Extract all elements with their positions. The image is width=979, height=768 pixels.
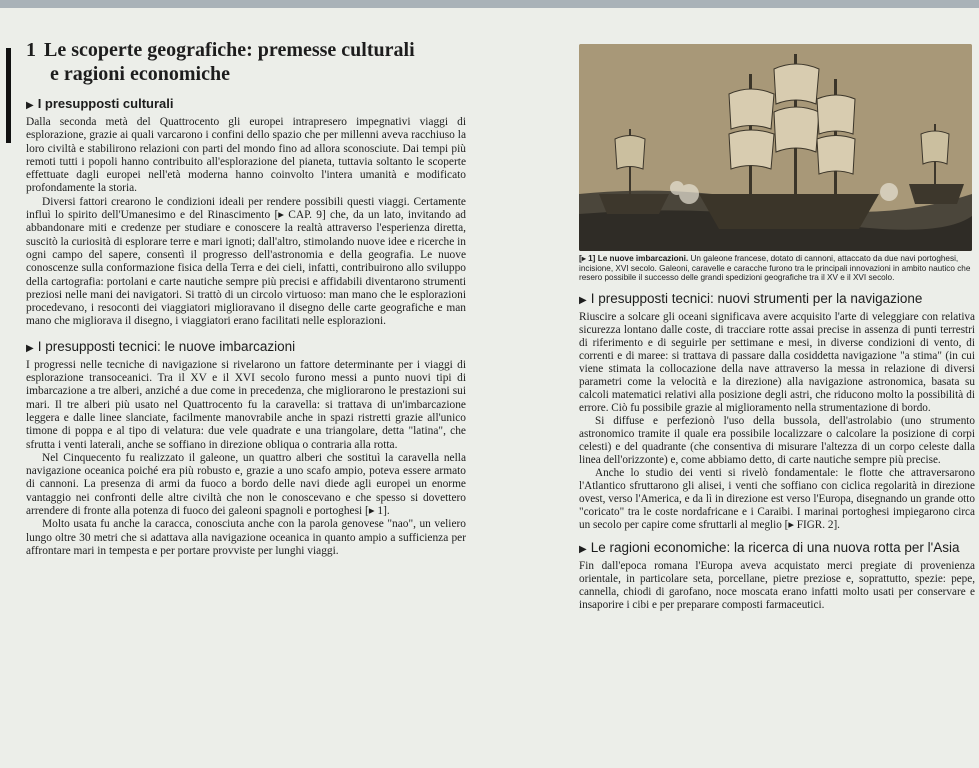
section-heading-economic [579, 540, 975, 558]
triangle-bullet-icon: ▶ [579, 544, 587, 556]
paragraph: Molto usata fu anche la caracca, conosciuta anche con la parola genovese "nao", un veliero lungo oltre 30 metri che si adattava alla navigazione oceanica in quanto ampio a sufficienza per affrontare mari in tempesta e per portare provviste per lunghi viaggi. [26, 518, 466, 557]
chapter-marker-bar [6, 48, 11, 143]
section-heading-text: Le ragioni economiche: la ricerca di una nuova rotta per l'Asia [590, 540, 960, 556]
galleon-engraving-image [579, 44, 972, 251]
chapter-number: 1 [26, 39, 36, 61]
paragraph: Si diffuse e perfezionò l'uso della bussola, dell'astrolabio (uno strumento astronomico tramite il quale era possibile localizzare o calcolare la posizione di corpi celesti) e del quadrante (che consentiva di misurare l'altezza di un corpo celeste dalla linea dell'orizzonte) e, come abbiamo detto, di carte nautiche sempre più precise. [579, 414, 975, 467]
paragraph: Riuscire a solcare gli oceani significava avere acquisito l'arte di veleggiare con relativa sicurezza lontano dalle coste, di tracciare rotte assai precise in assenza di punti terrestri di riferimento e di seguirle per settimane e mesi, in diverse condizioni di vento, di correnti e di maree: si trattava di passare dalla cosiddetta navigazione "a stima" (in cui viene stimata la collocazione della nave attraverso la messa in relazione di diversi parametri come la velocità e la direzione) alla navigazione astronomica, basata su calcoli matematici relativi alla posizione degli astri, che riducono molto la possibilità di errore. Ciò fu possibile grazie al miglioramento nella strumentazione di bordo. [579, 310, 975, 414]
figure-caption [579, 254, 975, 283]
section-heading-text: I presupposti tecnici: nuovi strumenti per la navigazione [590, 290, 923, 306]
paragraph: Anche lo studio dei venti si rivelò fondamentale: le flotte che attraversarono l'Atlantico sfruttarono gli alisei, i venti che soffiano con ciclica regolarità in direzione ovest, verso l'America, e da lì in direzione est verso l'Europa, disegnando un grande otto "coricato" tra le coste nordafricane e i Caraibi. I marinai portoghesi impiegarono circa un secolo per capire come sfruttarli al meglio [▸ FIGR. 2]. [579, 467, 975, 532]
chapter-title [26, 38, 466, 86]
paragraph: I progressi nelle tecniche di navigazione si rivelarono un fattore determinante per i viaggi di esplorazione transoceanici. Tra il XV e il XVI secolo furono messi a punto nuovi tipi di imbarcazione a tre alberi, anziché a due come in precedenza, che migliorarono le prestazioni sui mari. Il tre alberi più usato nel Quattrocento fu la caravella: si trattava di un'imbarcazione leggera e dalle linee slanciate, facilmente manovrabile anche in spazi ristretti grazie all'unico timone di poppa e al tipo di velatura: due vele quadrate e una triangolare, detta "latina", che sfrutta i venti laterali, anche se soffiano in direzione obliqua o contraria alla rotta. [26, 358, 466, 451]
caption-label: [▸ 1] [579, 254, 596, 263]
paragraph: Diversi fattori crearono le condizioni ideali per rendere possibili questi viaggi. Certamente influì lo spirito dell'Umanesimo e del Rinascimento [▸ CAP. 9] che, da un lato, invitando ad abbandonare miti e credenze per studiare e conoscere la realtà attraverso l'esperienza diretta, suscitò la curiosità di esplorare terre e mari ignoti; dall'altro, stimolando nuove idee e ricerche in ogni campo del sapere, consentì il progresso dell'astronomia e della geografia. Le nuove conoscenze sulla conformazione fisica della Terra e dei cieli, infatti, contribuirono allo sviluppo della cartografia: portolani e carte nautiche sempre più precisi e affidabili diventarono strumenti preziosi nelle mani dei navigatori. Si trattò di un circolo virtuoso: man mano che le esplorazioni procedevano, i resoconti dei viaggiatori miglioravano il disegno delle carte geografiche e man mano che migliorava il disegno, i viaggiatori erano facilitati nelle esplorazioni. [26, 195, 466, 328]
triangle-bullet-icon: ▶ [26, 342, 34, 354]
caption-text: Un galeone francese, dotato di cannoni, attaccato da due navi portoghesi, incisione, XVI secolo. Galeoni, caravelle e caracche furono tra le principali innovazioni in ambito nautico che resero possibile il successo delle grandi spedizioni geografiche tra il XV e il XVI secolo. [579, 254, 971, 282]
section-heading-text: I presupposti tecnici: le nuove imbarcazioni [37, 338, 296, 354]
triangle-bullet-icon: ▶ [26, 100, 34, 111]
caption-title: Le nuove imbarcazioni. [597, 254, 689, 263]
chapter-title-line2: e ragioni economiche [50, 63, 230, 85]
left-column [26, 38, 466, 558]
chapter-title-line1: Le scoperte geografiche: premesse culturali [44, 39, 415, 61]
section-heading-instruments [579, 291, 975, 309]
paragraph: Fin dall'epoca romana l'Europa aveva acquistato merci pregiate di provenienza orientale, in particolare seta, porcellane, pietre preziose e, soprattutto, spezie: pepe, cannella, chiodi di garofano, noce moscata erano infatti molto usati per conservare e insaporire i cibi e per preparare composti farmaceutici. [579, 560, 975, 612]
right-column [579, 44, 975, 612]
paragraph: Nel Cinquecento fu realizzato il galeone, un quattro alberi che sostituì la caravella nella navigazione oceanica poiché era più robusto e, grazie a uno scafo ampio, poteva essere armato di cannoni. La presenza di armi da fuoco a bordo delle navi diede agli europei un enorme vantaggio nei confronti delle altre civiltà che non le conoscevano e che spesso si dovettero arrendere di fronte alla potenza di fuoco dei galeoni spagnoli e portoghesi [▸ 1]. [26, 451, 466, 518]
triangle-bullet-icon: ▶ [579, 294, 587, 306]
paragraph: Dalla seconda metà del Quattrocento gli europei intrapresero impegnativi viaggi di esplorazione, grazie ai quali varcarono i confini dello spazio che per millenni aveva racchiuso la loro civiltà e stabilirono relazioni con parti del mondo fino ad allora sconosciute. Dai tempi più remoti tutti i popoli hanno contribuito all'esplorazione del pianeta, tuttavia soltanto le scoperte effettuate dagli europei nell'età moderna hanno coinvolto l'intera umanità e modificato profondamente la storia. [26, 116, 466, 195]
section-heading-text: I presupposti culturali [37, 96, 174, 111]
section-heading-ships [26, 339, 466, 357]
section-heading-cultural [26, 96, 466, 114]
ship-illustration [579, 44, 972, 251]
